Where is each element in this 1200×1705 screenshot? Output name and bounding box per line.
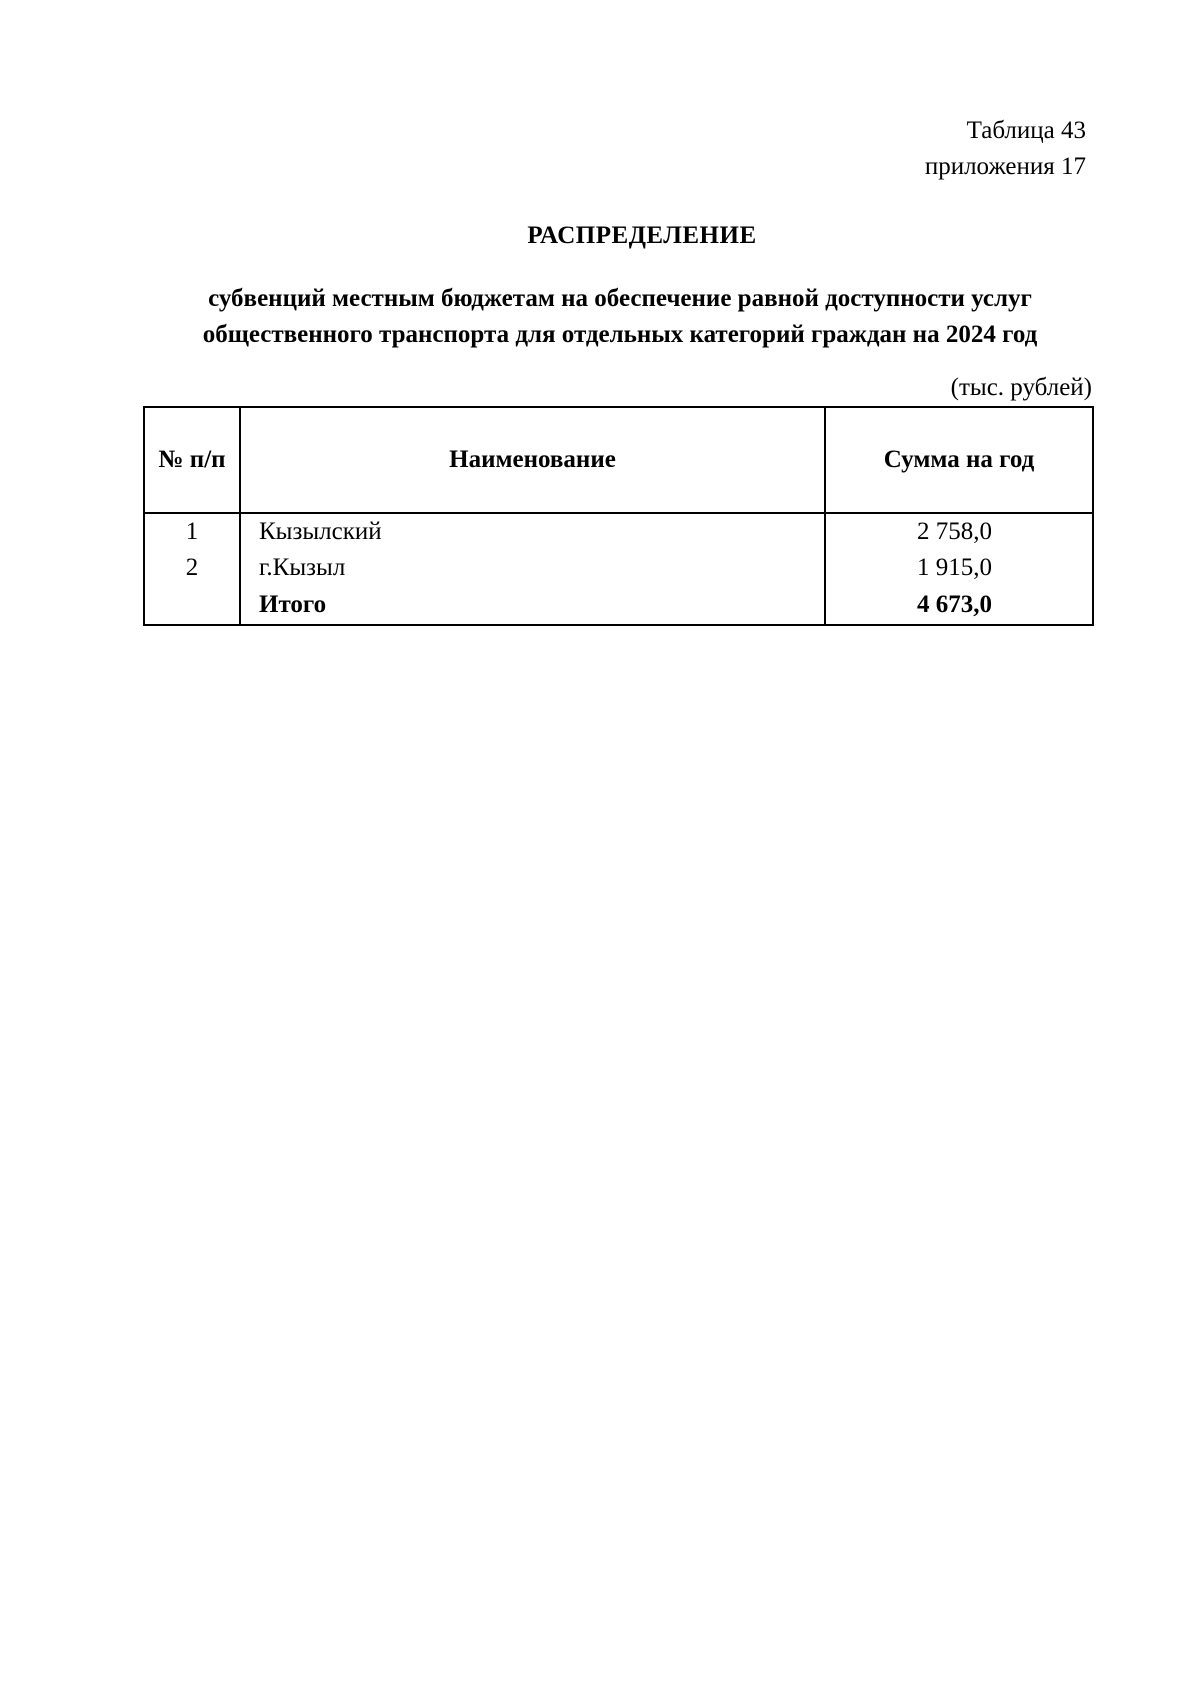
document-title: РАСПРЕДЕЛЕНИЕ — [527, 222, 757, 249]
total-sum: 4 673,0 — [825, 586, 1093, 625]
header-number: № п/п — [144, 407, 240, 513]
row-number: 2 — [144, 550, 240, 586]
distribution-table — [143, 406, 1094, 626]
total-label: Итого — [240, 586, 825, 625]
table-reference-number: Таблица 43 — [966, 117, 1086, 144]
row-name: Кызылский — [240, 513, 825, 550]
distribution-table-container — [143, 406, 1094, 626]
row-number: 1 — [144, 513, 240, 550]
appendix-reference: приложения 17 — [924, 153, 1086, 180]
header-sum: Сумма на год — [825, 407, 1093, 513]
units-label: (тыс. рублей) — [950, 374, 1092, 401]
total-number — [144, 586, 240, 625]
table-row — [144, 550, 1093, 586]
row-sum: 2 758,0 — [825, 513, 1093, 550]
row-sum: 1 915,0 — [825, 550, 1093, 586]
header-name: Наименование — [240, 407, 825, 513]
total-row — [144, 586, 1093, 625]
document-subtitle-line-1: субвенций местным бюджетам на обеспечение равной доступности услуг — [208, 285, 1032, 312]
row-name: г.Кызыл — [240, 550, 825, 586]
table-row — [144, 513, 1093, 550]
document-subtitle-line-2: общественного транспорта для отдельных категорий граждан на 2024 год — [202, 321, 1038, 348]
table-header-row — [144, 407, 1093, 513]
